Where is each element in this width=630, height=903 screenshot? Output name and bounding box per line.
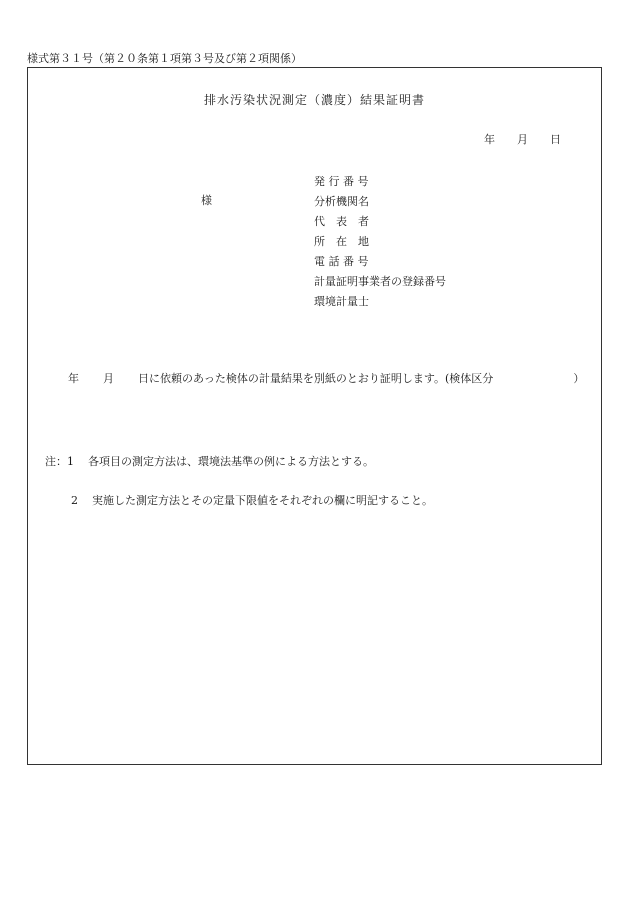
note-prefix: 注： bbox=[45, 455, 67, 468]
note-text: 実施した測定方法とその定量下限値をそれぞれの欄に明記すること。 bbox=[92, 494, 433, 507]
issuer-field-phone: 電 話 番 号 bbox=[314, 255, 369, 268]
date-day-label: 日 bbox=[550, 133, 561, 146]
cert-close-paren: ） bbox=[573, 372, 585, 385]
issuer-field-address: 所 在 地 bbox=[314, 235, 369, 248]
date-month-label: 月 bbox=[517, 133, 528, 146]
certification-statement bbox=[68, 370, 584, 386]
cert-year-label: 年 bbox=[68, 372, 79, 385]
cert-body-text: 日に依頼のあった検体の計量結果を別紙のとおり証明します。(検体区分 bbox=[138, 372, 494, 385]
addressee-suffix: 様 bbox=[201, 194, 212, 207]
issuer-block bbox=[314, 172, 446, 312]
date-year-label: 年 bbox=[484, 133, 495, 146]
cert-month-label: 月 bbox=[103, 372, 114, 385]
form-number: 様式第３１号（第２０条第１項第３号及び第２項関係） bbox=[27, 52, 302, 65]
document-title: 排水汚染状況測定（濃度）結果証明書 bbox=[203, 93, 425, 107]
note-item-2 bbox=[71, 492, 433, 508]
issue-date bbox=[484, 131, 561, 147]
issuer-field-issue-number: 発 行 番 号 bbox=[314, 175, 369, 188]
issuer-field-agency-name: 分析機関名 bbox=[314, 195, 369, 208]
issuer-field-environmental-measurer: 環境計量士 bbox=[314, 295, 369, 308]
note-number: 2 bbox=[71, 494, 78, 507]
note-number: 1 bbox=[67, 455, 74, 468]
issuer-field-registration-number: 計量証明事業者の登録番号 bbox=[314, 275, 446, 288]
certificate-frame bbox=[27, 67, 602, 765]
note-item-1 bbox=[45, 453, 374, 469]
issuer-field-representative: 代 表 者 bbox=[314, 215, 369, 228]
note-text: 各項目の測定方法は、環境法基準の例による方法とする。 bbox=[88, 455, 374, 468]
